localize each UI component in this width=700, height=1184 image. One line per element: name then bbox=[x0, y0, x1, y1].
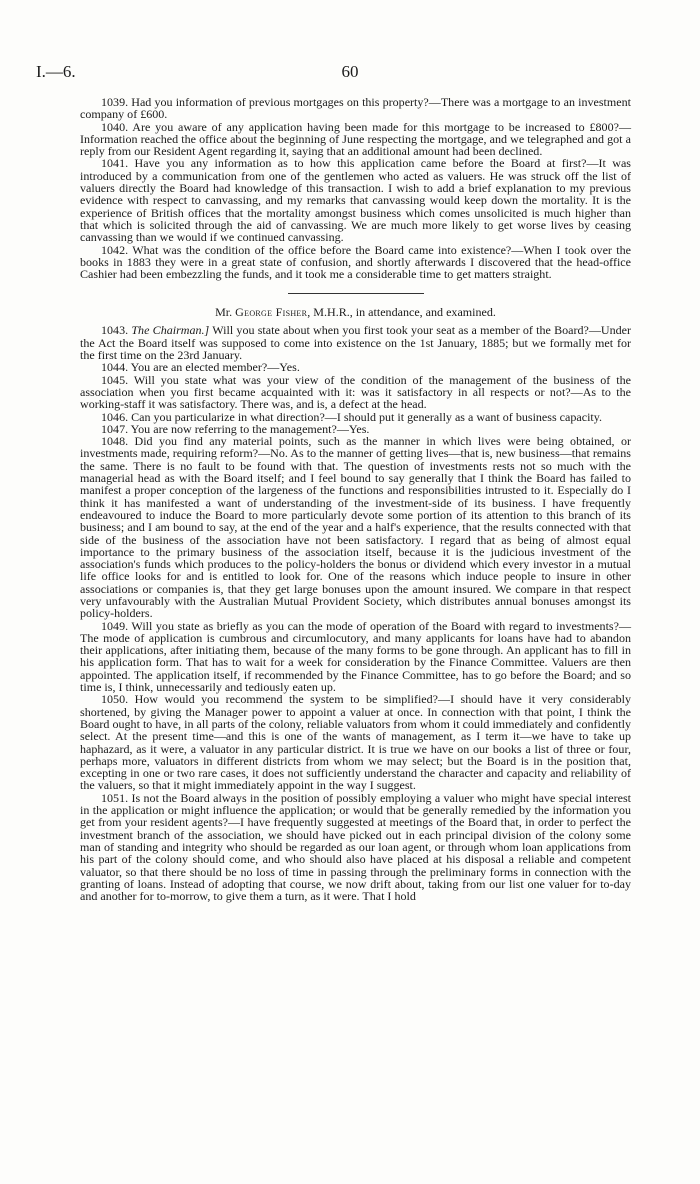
paragraph-1048: 1048. Did you find any material points, such as the manner in which lives were being obtained, or investments made, requiring reform?—No. As to the manner of getting lives—that is, new business—that remains the same. There is no fault to be found with that. The question of investments rests not so much with the managerial head as with the Board itself; and I feel bound to say generally that I think the Board has failed to manifest a proper conception of the largeness of the functions and responsibilities intrusted to it. Especially do I think it has manifested a want of understanding of the investment-side of its business. I have frequently endeavoured to induce the Board to more particularly devote some portion of its attention to this branch of its business; and I am bound to say, at the end of the year and a half's experience, that the results connected with that side of the business of the association have not been satisfactory. I regard that as being of almost equal importance to the primary business of the association itself, because it is the judicious investment of the association's funds which produces to the policy-holders the bonus or dividend which every investor in a mutual life office looks for and is entitled to look for. One of the reasons which induce people to insure in other associations or companies is, that they get large bonuses upon the amount insured. We compare in that respect very unfavourably with the Australian Mutual Provident Society, which distributes annual bonuses amongst its policy-holders. bbox=[80, 434, 631, 621]
paragraph-1041: 1041. Have you any information as to how this application came before the Board at first?—It was introduced by a communication from one of the gentlemen who acted as valuers. He was struck off the list of valuers directly the Board had knowledge of this transaction. I wish to add a brief explanation to my previous evidence with respect to canvassing, and my remarks that canvassing would keep down the mortality. It is the experience of British offices that the mortality amongst business which comes unsolicited is much higher than that which is solicited through the aid of canvassing. We are much more likely to get worse lives by ceasing canvassing than we would if we continued canvassing. bbox=[80, 156, 631, 245]
page-body bbox=[80, 96, 631, 902]
paragraph-1047: 1047. You are now referring to the management?—Yes. bbox=[101, 421, 370, 436]
witness-prefix: Mr. bbox=[215, 305, 233, 320]
paragraph-1049: 1049. Will you state as briefly as you can the mode of operation of the Board with regard to investments?—The mode of application is cumbrous and circumlocutory, and many applicants for loans have had to abandon their applications, after initiating them, because of the many forms to be gone through. An applicant has to fill in his application form. That has to wait for a week for consideration by the Finance Committee. Valuers are then appointed. The application itself, if recommended by the Finance Committee, has to go before the Board; and so time is, I think, unnecessarily and tediously eaten up. bbox=[80, 618, 631, 695]
page-header bbox=[36, 62, 664, 84]
paragraph-1045: 1045. Will you state what was your view of the condition of the management of the business of the association when you first became acquainted with it: was it satisfactory in all respects or not?—As to the working-staff it was satisfactory. There was, and is, a defect at the head. bbox=[80, 372, 631, 412]
paragraph-1043 bbox=[80, 324, 631, 361]
witness-name: George Fisher bbox=[235, 305, 308, 320]
paragraph-1040: 1040. Are you aware of any application having been made for this mortgage to be increased to £800?—Information reached the office about the beginning of June respecting the mortgage, and we telegraphed and got a reply from our Resident Agent regarding it, saying that an additional amount had been declined. bbox=[80, 119, 631, 159]
section-divider bbox=[288, 293, 424, 294]
paragraph-1051: 1051. Is not the Board always in the position of possibly employing a valuer who might have special interest in the application or might influence the application; or would that be generally remedied by the information you get from your resident agents?—I have frequently suggested at meetings of the Board that, in order to perfect the investment branch of the association, we should have picked out in each principal division of the colony some man of standing and integrity who should be regarded as our loan agent, or through whom loan applications from his part of the colony should come, and who should also have placed at his disposal a reliable and competent valuator, so that there should be no loss of time in passing through the preliminary forms in connection with the granting of loans. Instead of adopting that course, we now drift about, taking from our list one valuer for to-day and another for to-morrow, to give them a turn, as it were. That I hold bbox=[80, 790, 631, 904]
question-number: 1043. bbox=[101, 323, 129, 338]
question-text: Will you state about when you first took your seat as a member of the Board?—Under the Act the Board itself was supposed to come into existence on the 1st January, 1885; but we formally met for the first time on the 23rd January. bbox=[80, 323, 632, 363]
witness-suffix: , M.H.R., in attendance, and examined. bbox=[307, 305, 496, 320]
witness-heading bbox=[80, 306, 631, 319]
document-reference: I.—6. bbox=[36, 62, 76, 81]
paragraph-1042: 1042. What was the condition of the office before the Board came into existence?—When I took over the books in 1883 they were in a great state of confusion, and shortly afterwards I discovered that the head-office Cashier had been embezzling the funds, and it took me a considerable time to get matters straight. bbox=[80, 242, 631, 282]
speaker-label: The Chairman.] bbox=[131, 323, 210, 338]
paragraph-1046: 1046. Can you particularize in what direction?—I should put it generally as a want of business capacity. bbox=[101, 409, 603, 424]
paragraph-1050: 1050. How would you recommend the system to be simplified?—I should have it very considerably shortened, by giving the Manager power to appoint a valuer at once. In connection with that point, I think the Board ought to have, in all parts of the colony, reliable valuators from whom it could immediately and confidently select. At the present time—and this is one of the wants of management, as I term it—we have to take up haphazard, as it were, a valuator in any particular district. It is true we have on our books a list of three or four, perhaps more, valuators in different districts from whom we may select; but the Board is in the position that, excepting in one or two rare cases, it does not sufficiently understand the character and capacity and reliability of the valuers, so that it might immediately appoint in the way I suggest. bbox=[80, 692, 631, 793]
page-number: 60 bbox=[341, 62, 359, 81]
paragraph-1044: 1044. You are an elected member?—Yes. bbox=[101, 360, 300, 375]
paragraph-1039: 1039. Had you information of previous mortgages on this property?—There was a mortgage to an investment company of £600. bbox=[80, 95, 631, 122]
